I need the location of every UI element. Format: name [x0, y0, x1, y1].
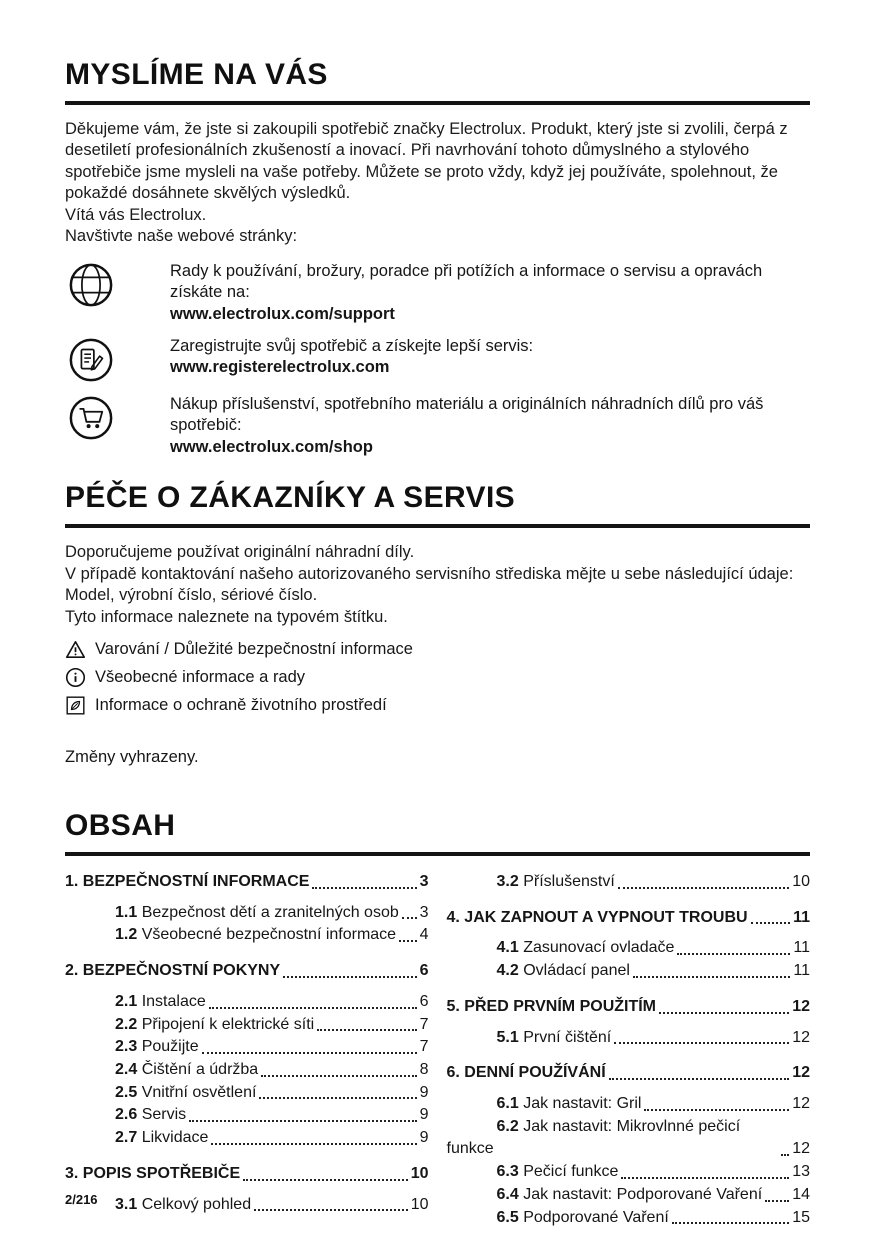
- toc-entry-label: 4.2 Ovládací panel: [496, 962, 630, 980]
- toc-subsection-entry[interactable]: [65, 1036, 429, 1059]
- toc-page-number: 12: [792, 1140, 810, 1158]
- toc-entry-number: 6.3: [496, 1163, 519, 1181]
- toc-entry-label: 2. BEZPEČNOSTNÍ POKYNY: [65, 962, 281, 980]
- toc-page-number: 7: [419, 1038, 429, 1056]
- shop-link-row: [65, 394, 810, 458]
- toc-page-number: 3: [419, 903, 429, 921]
- toc-entry-number: 1.: [65, 873, 79, 890]
- toc-leader-dots: [259, 1097, 416, 1099]
- toc-section-entry[interactable]: [65, 871, 429, 894]
- toc-leader-dots: [202, 1052, 417, 1054]
- toc-entry-number: 2.5: [115, 1083, 138, 1101]
- toc-entry-label: 4.1 Zasunovací ovladače: [496, 939, 675, 957]
- toc-entry-number: 1.1: [115, 903, 138, 921]
- register-icon: [68, 337, 114, 383]
- toc-page-number: 7: [419, 1015, 429, 1033]
- toc-section-entry[interactable]: [65, 1163, 429, 1186]
- toc-entry-number: 4.2: [496, 962, 519, 980]
- globe-icon-box: [65, 261, 170, 325]
- section-divider: [65, 524, 810, 528]
- cart-icon: [68, 395, 114, 441]
- toc-page-number: 11: [793, 962, 810, 980]
- toc-entry-number: 2.3: [115, 1038, 138, 1056]
- section-divider: [65, 852, 810, 856]
- toc-leader-dots: [254, 1209, 408, 1211]
- warning-note-row: [65, 639, 810, 660]
- toc-leader-dots: [765, 1200, 789, 1202]
- toc-entry-number: 2.2: [115, 1015, 138, 1033]
- toc-subsection-entry[interactable]: [65, 924, 429, 947]
- changes-reserved-note: Změny vyhrazeny.: [65, 748, 199, 766]
- toc-page-number: 10: [792, 873, 810, 890]
- toc-subsection-entry[interactable]: [447, 1093, 811, 1116]
- toc-page-number: 9: [419, 1129, 429, 1147]
- toc-leader-dots: [614, 1042, 789, 1044]
- toc-leader-dots: [621, 1177, 789, 1179]
- info-note-text: Všeobecné informace a rady: [95, 668, 306, 686]
- toc-column-left: [65, 871, 429, 1229]
- toc-leader-dots: [312, 887, 416, 889]
- contents-title: OBSAH: [65, 809, 176, 842]
- page-number: 2/216: [65, 1192, 98, 1207]
- environment-note-text: Informace o ochraně životního prostředí: [95, 696, 387, 714]
- intro-paragraph: Děkujeme vám, že jste si zakoupili spotřebič značky Electrolux. Produkt, který jste si zvolili, čerpá z desetiletí profesionálních zkušeností a inovací. Při navrhování tohoto důmyslného a stylového spotřebiče jsme mysleli na vaše potřeby. Můžete se proto vždy, když jej používáte, spolehnout, že pokaždé dosáhnete skvělých výsledků.: [65, 120, 788, 203]
- toc-leader-dots: [402, 917, 417, 919]
- toc-leader-dots: [644, 1109, 789, 1111]
- toc-subsection-entry[interactable]: [447, 1207, 811, 1230]
- toc-leader-dots: [317, 1029, 416, 1031]
- toc-entry-label: 5. PŘED PRVNÍM POUŽITÍM: [446, 997, 657, 1015]
- toc-subsection-entry[interactable]: [447, 1161, 811, 1184]
- toc-entry-number: 2.4: [115, 1061, 138, 1079]
- toc-subsection-entry[interactable]: [65, 902, 429, 925]
- toc-leader-dots: [211, 1143, 416, 1145]
- toc-page-number: 12: [792, 1095, 810, 1113]
- toc-page-number: 9: [419, 1106, 429, 1124]
- section-contents: [65, 809, 810, 1229]
- toc-entry-label: 2.2 Připojení k elektrické síti: [115, 1015, 315, 1033]
- web-links-list: [65, 261, 810, 459]
- register-icon-box: [65, 336, 170, 383]
- toc-section-entry[interactable]: [447, 996, 811, 1019]
- toc-page-number: 10: [410, 1195, 429, 1213]
- care-line: Doporučujeme používat originální náhradní díly.: [65, 543, 415, 562]
- toc-entry-label: 3.2 Příslušenství: [496, 873, 615, 890]
- toc-leader-dots: [189, 1120, 416, 1122]
- toc-page-number: 10: [410, 1164, 429, 1182]
- warning-note-text: Varování / Důležité bezpečnostní informace: [95, 640, 413, 658]
- toc-entry-label: 2.6 Servis: [115, 1106, 187, 1124]
- toc-entry-label: 1. BEZPEČNOSTNÍ INFORMACE: [65, 873, 310, 890]
- register-link-row: [65, 336, 810, 383]
- support-link-text: Rady k používání, brožury, poradce při potížích a informace o servisu a opravách získáte na:: [170, 261, 763, 302]
- toc-entry-number: 4.: [446, 908, 460, 926]
- section-customer-care: [65, 481, 810, 767]
- toc-entry-label: 2.5 Vnitřní osvětlení: [115, 1083, 257, 1101]
- toc-subsection-entry[interactable]: [447, 960, 811, 983]
- toc-entry-number: 3.1: [115, 1195, 138, 1213]
- section-divider: [65, 101, 810, 105]
- toc-column-right: [447, 871, 811, 1229]
- toc-leader-dots: [243, 1179, 408, 1181]
- toc-section-entry[interactable]: [447, 1062, 811, 1085]
- welcome-line: Vítá vás Electrolux.: [65, 205, 207, 224]
- toc-subsection-entry[interactable]: [65, 1014, 429, 1037]
- toc-page-number: 12: [792, 1064, 810, 1082]
- toc-leader-dots: [618, 887, 789, 889]
- toc-entry-label: 2.1 Instalace: [115, 992, 206, 1010]
- toc-section-entry[interactable]: [65, 960, 429, 983]
- toc-entry-label: 6. DENNÍ POUŽÍVÁNÍ: [446, 1064, 606, 1082]
- shop-link-url[interactable]: www.electrolux.com/shop: [170, 437, 373, 456]
- toc-page-number: 12: [792, 997, 810, 1015]
- toc-leader-dots: [399, 940, 417, 942]
- toc-leader-dots: [781, 1154, 789, 1156]
- toc-subsection-entry[interactable]: [447, 937, 811, 960]
- toc-leader-dots: [261, 1075, 416, 1077]
- toc-entry-number: 2.6: [115, 1106, 138, 1124]
- toc-leader-dots: [609, 1078, 790, 1080]
- notes-legend: [65, 639, 810, 716]
- toc-entry-label: 6.2 Jak nastavit: Mikrovlnné pečicí funkce: [446, 1117, 741, 1158]
- toc-entry-label: 2.7 Likvidace: [115, 1129, 209, 1147]
- toc-entry-label: 3.1 Celkový pohled: [115, 1195, 252, 1213]
- toc-entry-label: 6.3 Pečicí funkce: [496, 1163, 619, 1181]
- toc-entry-label: 6.4 Jak nastavit: Podporované Vaření: [496, 1185, 763, 1203]
- toc-entry-number: 6.2: [496, 1117, 519, 1135]
- toc-entry-number: 6.4: [496, 1185, 519, 1203]
- toc-leader-dots: [751, 922, 791, 924]
- toc-entry-label: 6.5 Podporované Vaření: [496, 1208, 669, 1226]
- toc-entry-number: 5.: [446, 997, 460, 1015]
- toc-subsection-entry[interactable]: [447, 1184, 811, 1207]
- toc-entry-label: 4. JAK ZAPNOUT A VYPNOUT TROUBU: [446, 908, 748, 926]
- toc-entry-label: 3. POPIS SPOTŘEBIČE: [65, 1164, 241, 1182]
- toc-subsection-entry[interactable]: [65, 1104, 429, 1127]
- section-think-of-you: [65, 58, 810, 458]
- support-link-url[interactable]: www.electrolux.com/support: [170, 304, 395, 323]
- toc-entry-label: 2.4 Čištění a údržba: [115, 1061, 259, 1079]
- care-line: Tyto informace naleznete na typovém štítku.: [65, 607, 388, 626]
- toc-subsection-entry[interactable]: [65, 1127, 429, 1150]
- toc-page-number: 15: [792, 1208, 810, 1226]
- toc-entry-label: 6.1 Jak nastavit: Gril: [496, 1095, 642, 1113]
- toc-subsection-entry[interactable]: [65, 1082, 429, 1105]
- toc-subsection-entry[interactable]: [447, 1027, 811, 1050]
- customer-care-title: PÉČE O ZÁKAZNÍKY A SERVIS: [65, 481, 516, 515]
- toc-subsection-entry[interactable]: [447, 871, 811, 894]
- toc-entry-number: 2.: [65, 962, 79, 980]
- toc-page-number: 3: [419, 873, 429, 890]
- toc-columns: [65, 871, 810, 1229]
- toc-page-number: 6: [419, 962, 429, 980]
- register-link-url[interactable]: www.registerelectrolux.com: [170, 358, 390, 377]
- cart-icon-box: [65, 394, 170, 458]
- toc-leader-dots: [677, 953, 790, 955]
- shop-link-text: Nákup příslušenství, spotřebního materiálu a originálních náhradních dílů pro váš spotřebič:: [170, 394, 764, 435]
- toc-page-number: 13: [792, 1163, 810, 1181]
- toc-leader-dots: [209, 1007, 417, 1009]
- toc-entry-label: 1.1 Bezpečnost dětí a zranitelných osob: [115, 903, 399, 921]
- toc-entry-number: 2.1: [115, 992, 138, 1010]
- toc-page-number: 8: [419, 1061, 429, 1079]
- toc-entry-number: 3.2: [496, 873, 519, 890]
- toc-entry-number: 2.7: [115, 1129, 138, 1147]
- visit-websites-line: Navštivte naše webové stránky:: [65, 227, 298, 246]
- globe-icon: [68, 262, 114, 308]
- toc-page-number: 12: [792, 1028, 810, 1046]
- leaf-icon: [65, 695, 86, 716]
- warning-icon: [65, 639, 86, 660]
- care-line: V případě kontaktování našeho autorizovaného servisního střediska mějte u sebe následující údaje: Model, výrobní číslo, sériové číslo.: [65, 564, 794, 605]
- toc-subsection-entry[interactable]: [447, 1116, 811, 1161]
- toc-leader-dots: [672, 1222, 789, 1224]
- toc-section-entry[interactable]: [447, 907, 811, 930]
- support-link-row: [65, 261, 810, 325]
- toc-entry-number: 4.1: [496, 939, 519, 957]
- toc-entry-number: 6.: [446, 1064, 460, 1082]
- info-note-row: [65, 667, 810, 688]
- toc-leader-dots: [633, 976, 790, 978]
- toc-entry-label: 1.2 Všeobecné bezpečnostní informace: [115, 926, 397, 944]
- toc-entry-number: 1.2: [115, 926, 138, 944]
- toc-page-number: 11: [793, 939, 810, 957]
- toc-leader-dots: [659, 1012, 789, 1014]
- environment-note-row: [65, 695, 810, 716]
- think-of-you-title: MYSLÍME NA VÁS: [65, 58, 328, 91]
- toc-leader-dots: [283, 976, 416, 978]
- toc-page-number: 11: [793, 908, 810, 926]
- toc-entry-label: 2.3 Použijte: [115, 1038, 199, 1056]
- info-icon: [65, 667, 86, 688]
- toc-entry-number: 6.1: [496, 1095, 519, 1113]
- toc-subsection-entry[interactable]: [65, 1059, 429, 1082]
- toc-entry-number: 6.5: [496, 1208, 519, 1226]
- toc-subsection-entry[interactable]: [65, 991, 429, 1014]
- toc-entry-number: 5.1: [496, 1028, 519, 1046]
- toc-page-number: 4: [419, 926, 429, 944]
- toc-page-number: 14: [792, 1185, 810, 1203]
- toc-page-number: 9: [419, 1083, 429, 1101]
- toc-page-number: 6: [419, 992, 429, 1010]
- toc-subsection-entry[interactable]: [65, 1194, 429, 1217]
- register-link-text: Zaregistrujte svůj spotřebič a získejte lepší servis:: [170, 336, 534, 355]
- toc-entry-number: 3.: [65, 1164, 79, 1182]
- toc-entry-label: 5.1 První čištění: [496, 1028, 612, 1046]
